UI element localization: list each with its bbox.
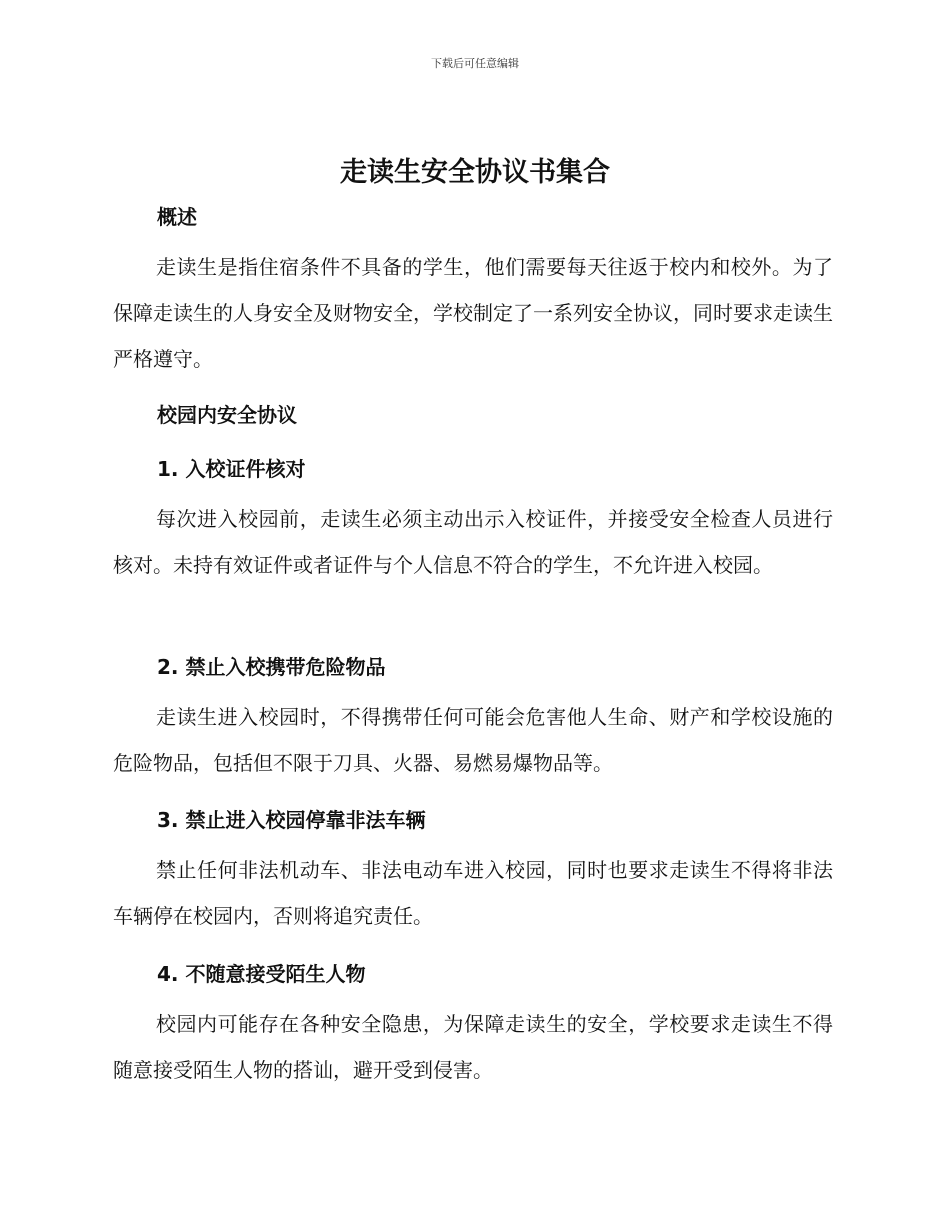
item-1-heading: 1. 入校证件核对 xyxy=(157,457,306,481)
overview-paragraph: 走读生是指住宿条件不具备的学生，他们需要每天往返于校内和校外。为了保障走读生的人身安全及财物安全，学校制定了一系列安全协议，同时要求走读生严格遵守。 xyxy=(113,255,833,371)
page-header-note: 下载后可任意编辑 xyxy=(431,57,519,70)
item-4-paragraph: 校园内可能存在各种安全隐患，为保障走读生的安全，学校要求走读生不得随意接受陌生人物的搭讪，避开受到侵害。 xyxy=(113,1012,833,1082)
overview-heading: 概述 xyxy=(157,205,197,229)
item-1-paragraph: 每次进入校园前，走读生必须主动出示入校证件，并接受安全检查人员进行核对。未持有效证件或者证件与个人信息不符合的学生，不允许进入校园。 xyxy=(113,507,833,577)
item-2-heading: 2. 禁止入校携带危险物品 xyxy=(157,655,386,679)
item-4-heading: 4. 不随意接受陌生人物 xyxy=(157,962,366,986)
item-3-paragraph: 禁止任何非法机动车、非法电动车进入校园，同时也要求走读生不得将非法车辆停在校园内，否则将追究责任。 xyxy=(113,858,833,928)
item-2-paragraph: 走读生进入校园时，不得携带任何可能会危害他人生命、财产和学校设施的危险物品，包括但不限于刀具、火器、易燃易爆物品等。 xyxy=(113,705,833,775)
document-title: 走读生安全协议书集合 xyxy=(340,157,610,188)
campus-section-heading: 校园内安全协议 xyxy=(157,403,297,427)
item-3-heading: 3. 禁止进入校园停靠非法车辆 xyxy=(157,808,426,832)
